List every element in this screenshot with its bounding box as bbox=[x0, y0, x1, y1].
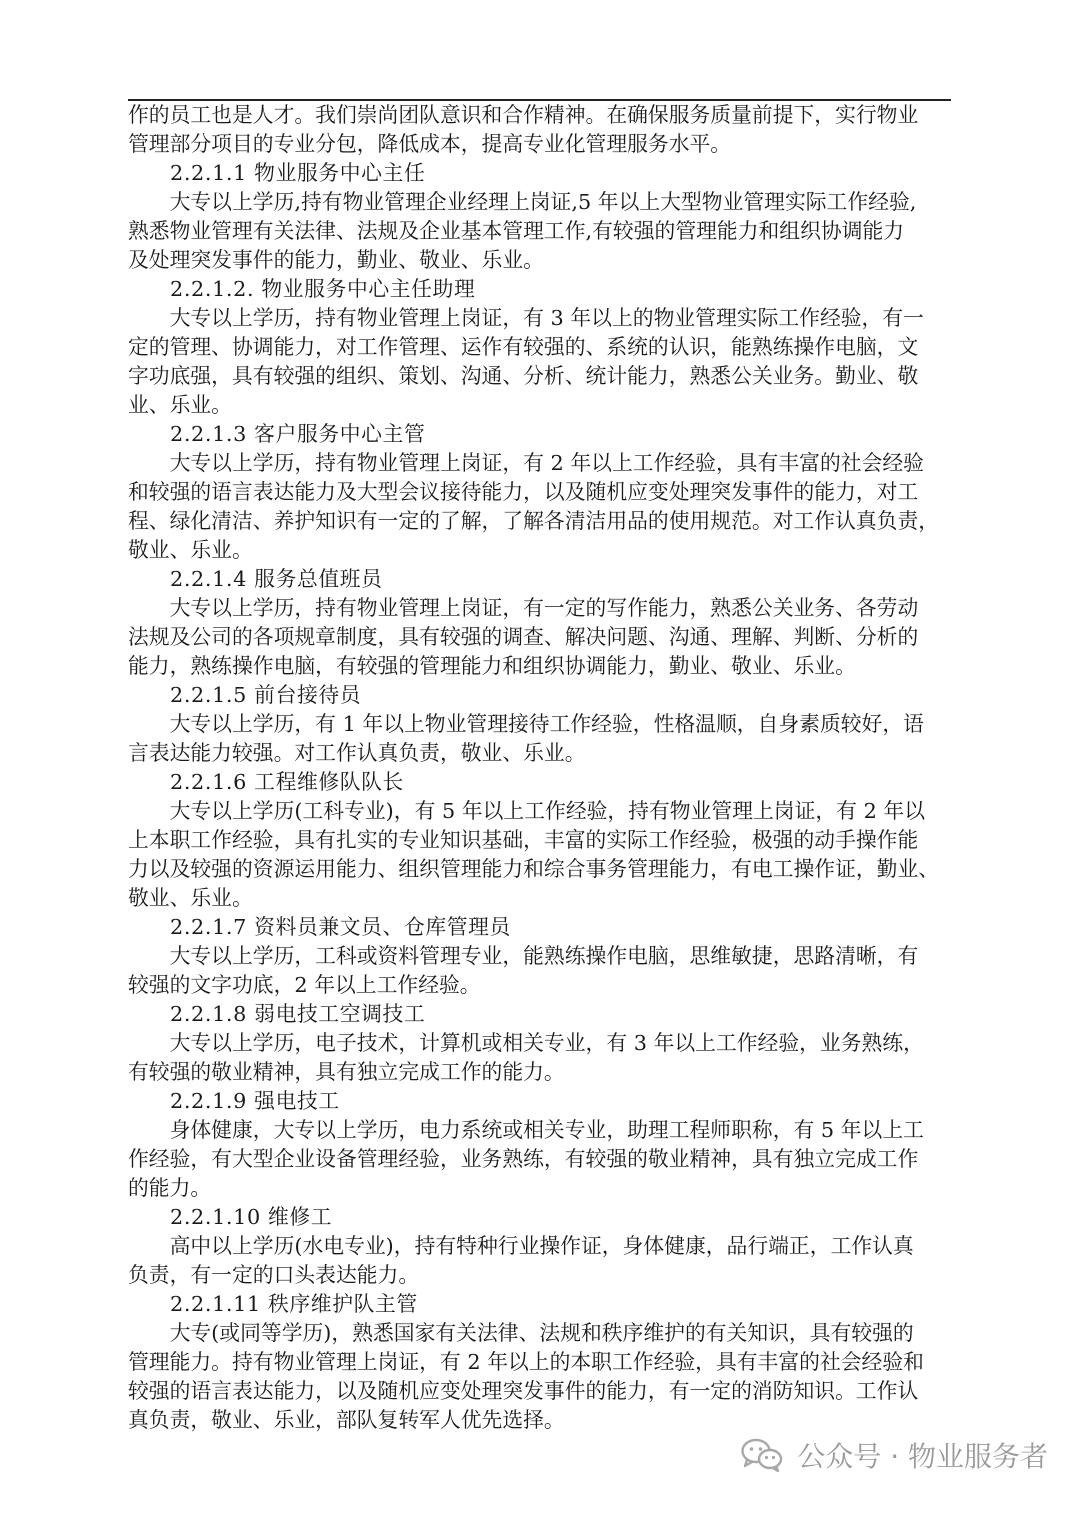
text-line: 负责，有一定的口头表达能力。 bbox=[128, 1263, 420, 1287]
paragraph bbox=[128, 797, 951, 913]
paragraph bbox=[128, 1319, 951, 1435]
section-heading: 2.2.1.2. 物业服务中心主任助理 bbox=[170, 277, 476, 301]
text-line: 力以及较强的资源运用能力、组织管理能力和综合事务管理能力，有电工操作证，勤业、 bbox=[128, 857, 940, 881]
text-line: 的能力。 bbox=[128, 1176, 212, 1200]
section-heading: 2.2.1.6 工程维修队队长 bbox=[170, 770, 404, 794]
text-line: 敬业、乐业。 bbox=[128, 886, 253, 910]
text-line: 大专以上学历，持有物业管理上岗证，有 2 年以上工作经验，具有丰富的社会经验 bbox=[128, 451, 924, 475]
text-line: 大专以上学历(工科专业)，有 5 年以上工作经验，持有物业管理上岗证，有 2 年以 bbox=[128, 799, 926, 823]
text-line: 管理能力。持有物业管理上岗证，有 2 年以上的本职工作经验，具有丰富的社会经验和 bbox=[128, 1350, 924, 1374]
paragraph bbox=[128, 1116, 951, 1203]
text-line: 大专以上学历，有 1 年以上物业管理接待工作经验，性格温顺，自身素质较好，语 bbox=[128, 712, 924, 736]
text-line: 字功底强，具有较强的组织、策划、沟通、分析、统计能力，熟悉公关业务。勤业、敬 bbox=[128, 364, 919, 388]
section-heading: 2.2.1.10 维修工 bbox=[170, 1205, 333, 1229]
text-line: 上本职工作经验，具有扎实的专业知识基础，丰富的实际工作经验，极强的动手操作能 bbox=[128, 828, 919, 852]
text-line: 作经验，有大型企业设备管理经验，业务熟练，有较强的敬业精神，具有独立完成工作 bbox=[128, 1147, 919, 1171]
text-line: 高中以上学历(水电专业)，持有特种行业操作证，身体健康，品行端正，工作认真 bbox=[128, 1234, 914, 1258]
text-line: 敬业、乐业。 bbox=[128, 538, 253, 562]
text-line: 业、乐业。 bbox=[128, 393, 232, 417]
section-heading: 2.2.1.7 资料员兼文员、仓库管理员 bbox=[170, 915, 511, 939]
watermark-text: 公众号 · 物业服务者 bbox=[797, 1440, 1048, 1473]
text-line: 管理部分项目的专业分包，降低成本，提高专业化管理服务水平。 bbox=[128, 132, 732, 156]
text-line: 及处理突发事件的能力，勤业、敬业、乐业。 bbox=[128, 248, 544, 272]
text-line: 能力，熟练操作电脑，有较强的管理能力和组织协调能力，勤业、敬业、乐业。 bbox=[128, 654, 856, 678]
text-line: 言表达能力较强。对工作认真负责，敬业、乐业。 bbox=[128, 741, 586, 765]
text-line: 身体健康，大专以上学历，电力系统或相关专业，助理工程师职称，有 5 年以上工 bbox=[128, 1118, 924, 1142]
text-line: 较强的语言表达能力，以及随机应变处理突发事件的能力，有一定的消防知识。工作认 bbox=[128, 1379, 919, 1403]
section-heading: 2.2.1.4 服务总值班员 bbox=[170, 567, 383, 591]
wechat-icon bbox=[741, 1438, 783, 1472]
text-line: 大专以上学历，电子技术，计算机或相关专业，有 3 年以上工作经验，业务熟练， bbox=[128, 1031, 924, 1055]
watermark bbox=[741, 1432, 1048, 1478]
text-line: 大专以上学历，持有物业管理上岗证，有一定的写作能力，熟悉公关业务、各劳动 bbox=[128, 596, 919, 620]
paragraph bbox=[128, 304, 951, 420]
section-heading: 2.2.1.1 物业服务中心主任 bbox=[170, 161, 426, 185]
section-heading: 2.2.1.11 秩序维护队主管 bbox=[170, 1292, 418, 1316]
text-line: 作的员工也是人才。我们崇尚团队意识和合作精神。在确保服务质量前提下，实行物业 bbox=[128, 103, 919, 127]
text-line: 程、绿化清洁、养护知识有一定的了解，了解各清洁用品的使用规范。对工作认真负责， bbox=[128, 509, 940, 533]
section-heading: 2.2.1.8 弱电技工空调技工 bbox=[170, 1002, 426, 1026]
paragraph bbox=[128, 101, 951, 159]
section-heading: 2.2.1.5 前台接待员 bbox=[170, 683, 362, 707]
text-line: 大专以上学历,持有物业管理企业经理上岗证,5 年以上大型物业管理实际工作经验, bbox=[128, 190, 917, 214]
text-line: 大专以上学历，持有物业管理上岗证，有 3 年以上的物业管理实际工作经验，有一 bbox=[128, 306, 924, 330]
paragraph bbox=[128, 1029, 951, 1087]
text-line: 熟悉物业管理有关法律、法规及企业基本管理工作,有较强的管理能力和组织协调能力 bbox=[128, 219, 905, 243]
paragraph bbox=[128, 594, 951, 681]
text-line: 大专(或同等学历)，熟悉国家有关法律、法规和秩序维护的有关知识，具有较强的 bbox=[128, 1321, 914, 1345]
paragraph bbox=[128, 1232, 951, 1290]
section-heading: 2.2.1.3 客户服务中心主管 bbox=[170, 422, 426, 446]
text-line: 真负责，敬业、乐业，部队复转军人优先选择。 bbox=[128, 1408, 565, 1432]
text-line: 和较强的语言表达能力及大型会议接待能力，以及随机应变处理突发事件的能力，对工 bbox=[128, 480, 919, 504]
paragraph bbox=[128, 942, 951, 1000]
paragraph bbox=[128, 710, 951, 768]
text-line: 大专以上学历，工科或资料管理专业，能熟练操作电脑，思维敏捷，思路清晰，有 bbox=[128, 944, 919, 968]
document-body bbox=[128, 101, 951, 1435]
text-line: 有较强的敬业精神，具有独立完成工作的能力。 bbox=[128, 1060, 565, 1084]
text-line: 法规及公司的各项规章制度，具有较强的调查、解决问题、沟通、理解、判断、分析的 bbox=[128, 625, 919, 649]
section-heading: 2.2.1.9 强电技工 bbox=[170, 1089, 340, 1113]
text-line: 定的管理、协调能力，对工作管理、运作有较强的、系统的认识，能熟练操作电脑，文 bbox=[128, 335, 919, 359]
paragraph bbox=[128, 449, 951, 565]
paragraph bbox=[128, 188, 951, 275]
text-line: 较强的文字功底，2 年以上工作经验。 bbox=[128, 973, 481, 997]
